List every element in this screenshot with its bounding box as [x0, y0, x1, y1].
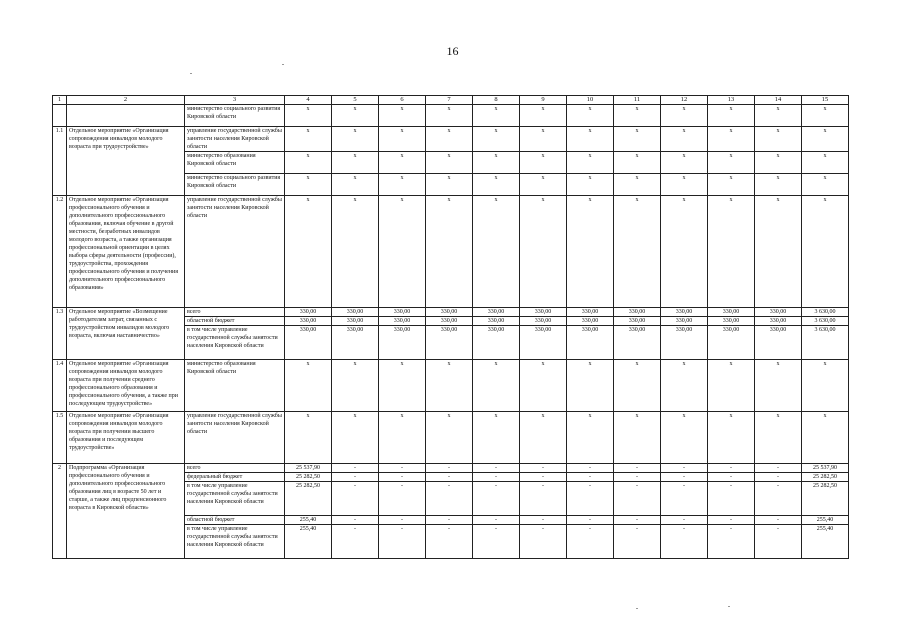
cell-dash: -: [426, 464, 473, 473]
cell-x-mark: x: [379, 127, 426, 152]
cell-dash: -: [379, 473, 426, 482]
cell-x-mark: x: [614, 412, 661, 464]
cell-dash: -: [567, 525, 614, 559]
table-row: [53, 412, 849, 464]
cell-dash: -: [332, 464, 379, 473]
item-number: 1.3: [53, 308, 67, 360]
amount-cell: 330,00: [520, 308, 567, 317]
cell-dash: -: [567, 473, 614, 482]
cell-x-mark: x: [567, 360, 614, 412]
cell-x-mark: x: [285, 412, 332, 464]
item-number: 1.1: [53, 127, 67, 196]
cell-dash: -: [708, 464, 755, 473]
table-row: [53, 360, 849, 412]
table-row: [53, 196, 849, 308]
cell-x-mark: x: [708, 105, 755, 127]
item-number: 2: [53, 464, 67, 559]
cell-x-mark: x: [473, 174, 520, 196]
cell-x-mark: x: [614, 196, 661, 308]
cell-x-mark: x: [708, 174, 755, 196]
cell-dash: -: [473, 473, 520, 482]
cell-dash: -: [520, 516, 567, 525]
responsible-executor: управление государственной службы занятости населения Кировской области: [185, 127, 285, 152]
cell-x-mark: x: [426, 105, 473, 127]
cell-dash: -: [332, 516, 379, 525]
responsible-executor: всего: [185, 308, 285, 317]
responsible-executor: управление государственной службы занятости населения Кировской области: [185, 412, 285, 464]
cell-x-mark: x: [426, 412, 473, 464]
item-number: [53, 105, 67, 127]
cell-x-mark: x: [473, 152, 520, 174]
amount-cell: 330,00: [567, 308, 614, 317]
cell-x-mark: x: [332, 174, 379, 196]
cell-x-mark: x: [614, 174, 661, 196]
cell-x-mark: x: [379, 196, 426, 308]
amount-cell: 330,00: [661, 317, 708, 326]
amount-cell: 330,00: [520, 317, 567, 326]
amount-cell: 330,00: [755, 326, 802, 360]
cell-dash: -: [661, 464, 708, 473]
cell-x-mark: x: [332, 360, 379, 412]
cell-dash: -: [614, 464, 661, 473]
cell-dash: -: [661, 482, 708, 516]
cell-x-mark: x: [661, 360, 708, 412]
amount-cell: 330,00: [332, 326, 379, 360]
item-name: Подпрограмма «Организация профессионального обучения и дополнительного профессионального образования лиц в возрасте 50 лет и старше, а также лиц предпенсионного возраста в Кировской области»: [67, 464, 185, 559]
cell-x-mark: x: [661, 152, 708, 174]
cell-dash: -: [473, 464, 520, 473]
amount-cell: 330,00: [755, 317, 802, 326]
responsible-executor: всего: [185, 464, 285, 473]
responsible-executor: министерство образования Кировской области: [185, 152, 285, 174]
cell-x-mark: x: [520, 360, 567, 412]
column-header: 2: [67, 96, 185, 105]
cell-dash: -: [520, 473, 567, 482]
column-header: 13: [708, 96, 755, 105]
cell-dash: -: [426, 473, 473, 482]
cell-dash: -: [661, 516, 708, 525]
table-header-row: [53, 96, 849, 105]
cell-dash: -: [614, 473, 661, 482]
cell-dash: -: [332, 482, 379, 516]
amount-cell: 25 282,50: [285, 473, 332, 482]
amount-cell: 330,00: [379, 317, 426, 326]
item-name: Отдельное мероприятие «Организация сопровождения инвалидов молодого возраста при трудоустройстве»: [67, 127, 185, 196]
cell-dash: -: [708, 525, 755, 559]
responsible-executor: федеральный бюджет: [185, 473, 285, 482]
item-name: Отдельное мероприятие «Организация профессионального обучения и дополнительного профессионального образования, включая обучение в другой местности, безработных инвалидов молодого возраста, а также организация профессиональной ориентации в целях выбора сферы деятельности (профессии), трудоустройства, прохождения профессионального обучения и получения дополнительного профессионального образования»: [67, 196, 185, 308]
cell-dash: -: [755, 482, 802, 516]
cell-x-mark: x: [661, 105, 708, 127]
amount-cell: 330,00: [755, 308, 802, 317]
cell-x-mark: x: [802, 360, 849, 412]
amount-cell: 330,00: [473, 308, 520, 317]
column-header: 1: [53, 96, 67, 105]
item-number: 1.2: [53, 196, 67, 308]
responsible-executor: министерство социального развития Кировской области: [185, 174, 285, 196]
cell-x-mark: x: [567, 152, 614, 174]
cell-x-mark: x: [473, 360, 520, 412]
cell-x-mark: x: [755, 412, 802, 464]
cell-x-mark: x: [614, 105, 661, 127]
column-header: 4: [285, 96, 332, 105]
cell-dash: -: [426, 482, 473, 516]
cell-dash: -: [567, 482, 614, 516]
cell-x-mark: x: [802, 174, 849, 196]
cell-dash: -: [661, 525, 708, 559]
cell-x-mark: x: [802, 412, 849, 464]
table-row: [53, 127, 849, 152]
cell-dash: -: [708, 473, 755, 482]
column-header: 15: [802, 96, 849, 105]
responsible-executor: в том числе управление государственной службы занятости населения Кировской области: [185, 525, 285, 559]
cell-x-mark: x: [520, 127, 567, 152]
item-name: [67, 105, 185, 127]
cell-dash: -: [379, 525, 426, 559]
cell-dash: -: [379, 482, 426, 516]
cell-x-mark: x: [379, 360, 426, 412]
amount-cell: 330,00: [520, 326, 567, 360]
cell-x-mark: x: [567, 174, 614, 196]
amount-total-cell: 25 537,90: [802, 464, 849, 473]
cell-dash: -: [614, 482, 661, 516]
item-number: 1.4: [53, 360, 67, 412]
cell-x-mark: x: [614, 360, 661, 412]
amount-cell: 330,00: [567, 326, 614, 360]
cell-dash: -: [567, 516, 614, 525]
column-header: 9: [520, 96, 567, 105]
cell-dash: -: [708, 482, 755, 516]
cell-x-mark: x: [426, 174, 473, 196]
amount-cell: 330,00: [285, 308, 332, 317]
column-header: 6: [379, 96, 426, 105]
responsible-executor: управление государственной службы занятости населения Кировской области: [185, 196, 285, 308]
cell-x-mark: x: [802, 196, 849, 308]
page-number: 16: [446, 44, 459, 58]
item-name: Отдельное мероприятие «Организация сопровождения инвалидов молодого возраста при получении среднего профессионального образования и профессионального обучения, а также при последующем трудоустройстве»: [67, 360, 185, 412]
amount-cell: 330,00: [614, 326, 661, 360]
cell-x-mark: x: [708, 360, 755, 412]
amount-cell: 25 282,50: [285, 482, 332, 516]
cell-x-mark: x: [614, 152, 661, 174]
amount-total-cell: 255,40: [802, 525, 849, 559]
cell-x-mark: x: [285, 127, 332, 152]
cell-x-mark: x: [708, 127, 755, 152]
amount-cell: 330,00: [614, 317, 661, 326]
amount-cell: 25 537,90: [285, 464, 332, 473]
amount-cell: 330,00: [285, 326, 332, 360]
cell-x-mark: x: [285, 152, 332, 174]
cell-x-mark: x: [708, 152, 755, 174]
cell-dash: -: [614, 525, 661, 559]
amount-cell: 330,00: [426, 317, 473, 326]
amount-cell: 3 630,00: [802, 317, 849, 326]
column-header: 3: [185, 96, 285, 105]
cell-x-mark: x: [473, 412, 520, 464]
cell-x-mark: x: [426, 152, 473, 174]
amount-cell: 330,00: [661, 308, 708, 317]
cell-x-mark: x: [332, 152, 379, 174]
amount-cell: 330,00: [426, 308, 473, 317]
cell-x-mark: x: [379, 105, 426, 127]
amount-cell: 330,00: [708, 326, 755, 360]
cell-x-mark: x: [567, 196, 614, 308]
cell-x-mark: x: [473, 105, 520, 127]
cell-dash: -: [332, 473, 379, 482]
item-name: Отдельное мероприятие «Организация сопровождения инвалидов молодого возраста при получении высшего образования и последующем трудоустройстве»: [67, 412, 185, 464]
amount-cell: 330,00: [567, 317, 614, 326]
cell-dash: -: [661, 473, 708, 482]
cell-dash: -: [520, 525, 567, 559]
cell-x-mark: x: [332, 196, 379, 308]
cell-x-mark: x: [379, 412, 426, 464]
cell-x-mark: x: [567, 127, 614, 152]
cell-x-mark: x: [473, 127, 520, 152]
cell-x-mark: x: [426, 360, 473, 412]
amount-cell: 330,00: [332, 308, 379, 317]
column-header: 12: [661, 96, 708, 105]
cell-x-mark: x: [708, 196, 755, 308]
cell-dash: -: [426, 525, 473, 559]
cell-x-mark: x: [332, 105, 379, 127]
cell-dash: -: [473, 516, 520, 525]
cell-x-mark: x: [614, 127, 661, 152]
cell-dash: -: [332, 525, 379, 559]
cell-x-mark: x: [520, 105, 567, 127]
amount-cell: 255,40: [285, 525, 332, 559]
cell-dash: -: [473, 482, 520, 516]
table-row: [53, 464, 849, 473]
amount-cell: 330,00: [379, 326, 426, 360]
cell-x-mark: x: [755, 105, 802, 127]
cell-dash: -: [755, 464, 802, 473]
responsible-executor: министерство образования Кировской области: [185, 360, 285, 412]
column-header: 10: [567, 96, 614, 105]
cell-x-mark: x: [802, 152, 849, 174]
cell-x-mark: x: [802, 127, 849, 152]
amount-cell: 330,00: [285, 317, 332, 326]
cell-x-mark: x: [755, 196, 802, 308]
cell-x-mark: x: [661, 412, 708, 464]
table-row: [53, 105, 849, 127]
amount-cell: 330,00: [614, 308, 661, 317]
program-financing-table: [52, 95, 849, 559]
cell-x-mark: x: [379, 174, 426, 196]
cell-dash: -: [520, 464, 567, 473]
amount-total-cell: 25 282,50: [802, 473, 849, 482]
responsible-executor: в том числе управление государственной службы занятости населения Кировской области: [185, 482, 285, 516]
cell-x-mark: x: [520, 412, 567, 464]
amount-cell: 3 630,00: [802, 308, 849, 317]
item-name: Отдельное мероприятие «Возмещение работодателям затрат, связанных с трудоустройством инвалидов молодого возраста, включая наставничество»: [67, 308, 185, 360]
column-header: 7: [426, 96, 473, 105]
cell-x-mark: x: [755, 152, 802, 174]
cell-dash: -: [708, 516, 755, 525]
cell-x-mark: x: [285, 174, 332, 196]
column-header: 14: [755, 96, 802, 105]
cell-dash: -: [755, 525, 802, 559]
cell-x-mark: x: [661, 196, 708, 308]
cell-x-mark: x: [567, 105, 614, 127]
responsible-executor: министерство социального развития Кировской области: [185, 105, 285, 127]
cell-dash: -: [755, 473, 802, 482]
cell-x-mark: x: [520, 152, 567, 174]
cell-dash: -: [473, 525, 520, 559]
amount-cell: 330,00: [379, 308, 426, 317]
item-number: 1.5: [53, 412, 67, 464]
cell-x-mark: x: [379, 152, 426, 174]
amount-cell: 330,00: [661, 326, 708, 360]
amount-cell: 255,40: [285, 516, 332, 525]
amount-cell: 3 630,00: [802, 326, 849, 360]
cell-x-mark: x: [332, 412, 379, 464]
cell-x-mark: x: [661, 174, 708, 196]
amount-cell: 330,00: [473, 326, 520, 360]
cell-dash: -: [755, 516, 802, 525]
column-header: 5: [332, 96, 379, 105]
responsible-executor: областной бюджет: [185, 516, 285, 525]
table-row: [53, 308, 849, 317]
cell-x-mark: x: [426, 127, 473, 152]
cell-dash: -: [520, 482, 567, 516]
cell-x-mark: x: [473, 196, 520, 308]
cell-x-mark: x: [285, 196, 332, 308]
amount-total-cell: 255,40: [802, 516, 849, 525]
cell-dash: -: [426, 516, 473, 525]
cell-dash: -: [614, 516, 661, 525]
amount-cell: 330,00: [708, 317, 755, 326]
cell-x-mark: x: [755, 174, 802, 196]
cell-x-mark: x: [426, 196, 473, 308]
cell-x-mark: x: [285, 360, 332, 412]
cell-x-mark: x: [285, 105, 332, 127]
cell-x-mark: x: [520, 174, 567, 196]
amount-cell: 330,00: [332, 317, 379, 326]
cell-x-mark: x: [567, 412, 614, 464]
cell-x-mark: x: [661, 127, 708, 152]
cell-x-mark: x: [755, 127, 802, 152]
amount-cell: 330,00: [426, 326, 473, 360]
cell-dash: -: [379, 464, 426, 473]
cell-dash: -: [567, 464, 614, 473]
amount-total-cell: 25 282,50: [802, 482, 849, 516]
amount-cell: 330,00: [473, 317, 520, 326]
responsible-executor: в том числе управление государственной службы занятости населения Кировской области: [185, 326, 285, 360]
responsible-executor: областной бюджет: [185, 317, 285, 326]
amount-cell: 330,00: [708, 308, 755, 317]
cell-dash: -: [379, 516, 426, 525]
cell-x-mark: x: [755, 360, 802, 412]
cell-x-mark: x: [708, 412, 755, 464]
cell-x-mark: x: [332, 127, 379, 152]
column-header: 8: [473, 96, 520, 105]
column-header: 11: [614, 96, 661, 105]
cell-x-mark: x: [520, 196, 567, 308]
cell-x-mark: x: [802, 105, 849, 127]
